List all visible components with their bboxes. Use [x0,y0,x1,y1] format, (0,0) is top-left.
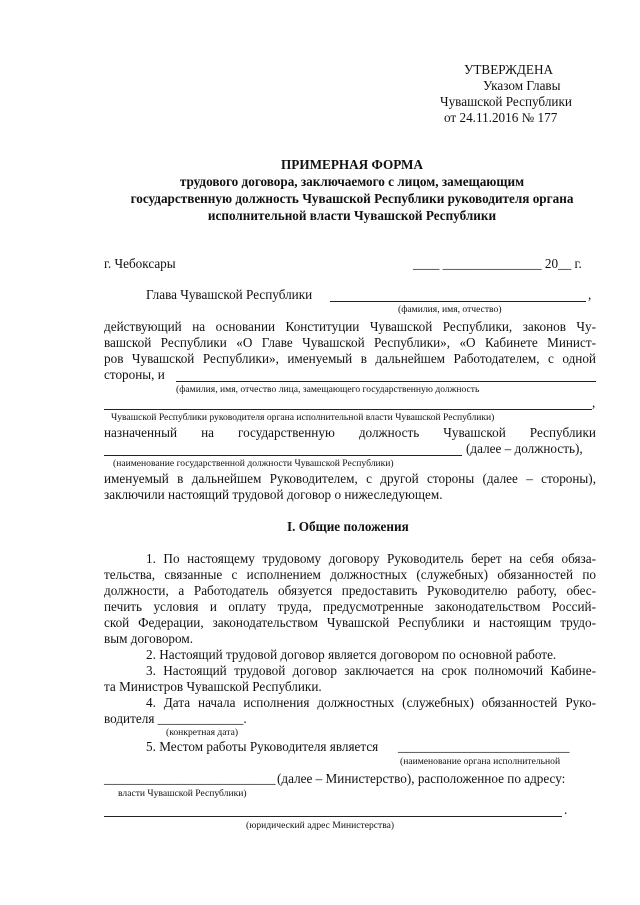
p1-last: вым договором. [104,631,194,646]
p5-line-1: 5. Местом работы Руководителя является [146,739,379,754]
p1-line: 1. По настоящему трудовому договору Руководитель берет на себя обяза- [146,551,596,566]
preamble-line-2: вашской Республики «О Главе Чувашской Республики», «О Кабинете Минист- [104,335,596,350]
caption-org-1: (наименование органа исполнительной [400,756,561,767]
p2: 2. Настоящий трудовой договор является договором по основной работе. [146,647,557,662]
preamble-line-5: именуемый в дальнейшем Руководителем, с другой стороны (далее – стороны), [104,471,596,486]
caption-person: (фамилия, имя, отчество лица, замещающего государственную должность [176,384,480,395]
appointed-word: Республики [529,425,596,440]
doc-subtitle-3: исполнительной власти Чувашской Республики [207,208,497,223]
p4-line-1: 4. Дата начала исполнения должностных (служебных) обязанностей Руко- [146,695,596,710]
approval-line-3: Чувашской Республики [440,94,572,109]
preamble-line-1: действующий на основании Конституции Чувашской Республики, законов Чу- [104,319,596,334]
address-line [104,816,562,817]
section-heading: I. Общие положения [287,519,409,534]
appointed-word: должность [358,425,420,440]
address-end: . [564,802,568,817]
caption-date: (конкретная дата) [166,727,239,738]
preamble-line-4: стороны, и [104,367,165,382]
p3-line-1: 3. Настоящий трудовой договор заключается на срок полномочий Кабине- [146,663,596,678]
person-position-line [104,409,592,410]
appointed-word: Чувашской [443,425,506,440]
caption-fio: (фамилия, имя, отчество) [398,304,502,315]
approval-line-2: Указом Главы [483,78,561,93]
position-line [104,455,462,456]
date-blank: ____ _______________ 20__ г. [413,256,582,271]
person-name-line [176,381,596,382]
doc-title: ПРИМЕРНАЯ ФОРМА [281,157,423,172]
p3-line-2: та Министров Чувашской Республики. [104,679,322,694]
head-comma: , [588,287,592,302]
preamble-line-6: заключили настоящий трудовой договор о нижеследующем. [104,487,443,502]
doc-subtitle-1: трудового договора, заключаемого с лицом, замещающим [179,174,525,189]
appointed-word: государственную [238,425,335,440]
head-name-line [330,301,586,302]
caption-person-2: Чувашской Республики руководителя органа исполнительной власти Чувашской Республики) [111,412,495,423]
p5-line-2-blank: __________________________ [104,771,276,786]
caption-address: (юридический адрес Министерства) [246,820,395,831]
preamble-line-3: ров Чувашской Республики», именуемый в дальнейшем Работодателем, с одной [104,351,596,366]
p1-line: должности, а Работодатель обязуется предоставить Руководителю работу, обес- [104,583,596,598]
caption-position: (наименование государственной должности Чувашской Республики) [113,458,394,469]
head-label: Глава Чувашской Республики [146,287,313,302]
appointed-word: на [201,425,214,440]
p1-line: ской Федерации, законодательством Чувашской Республики и настоящим трудо- [104,615,596,630]
appointed-word: назначенный [104,425,178,440]
p4-line-2: водителя _____________. [104,711,247,726]
doc-subtitle-2: государственную должность Чувашской Республики руководителя органа [130,191,574,206]
city: г. Чебоксары [104,256,176,271]
approval-line-4: от 24.11.2016 № 177 [444,110,558,125]
p5-line-2: (далее – Министерство), расположенное по адресу: [277,771,566,786]
p1-line: тельства, связанные с исполнением должностных (служебных) обязанностей по [104,567,596,582]
caption-org-2: власти Чувашской Республики) [118,788,247,799]
end-comma: , [592,395,596,410]
approval-line-1: УТВЕРЖДЕНА [464,62,554,77]
p5-blank: __________________________ [398,739,570,754]
p1-line: печить условия и оплату труда, предусмотренные законодательством Россий- [104,599,596,614]
appointed-line [104,425,596,441]
position-suffix: (далее – должность), [466,441,583,456]
